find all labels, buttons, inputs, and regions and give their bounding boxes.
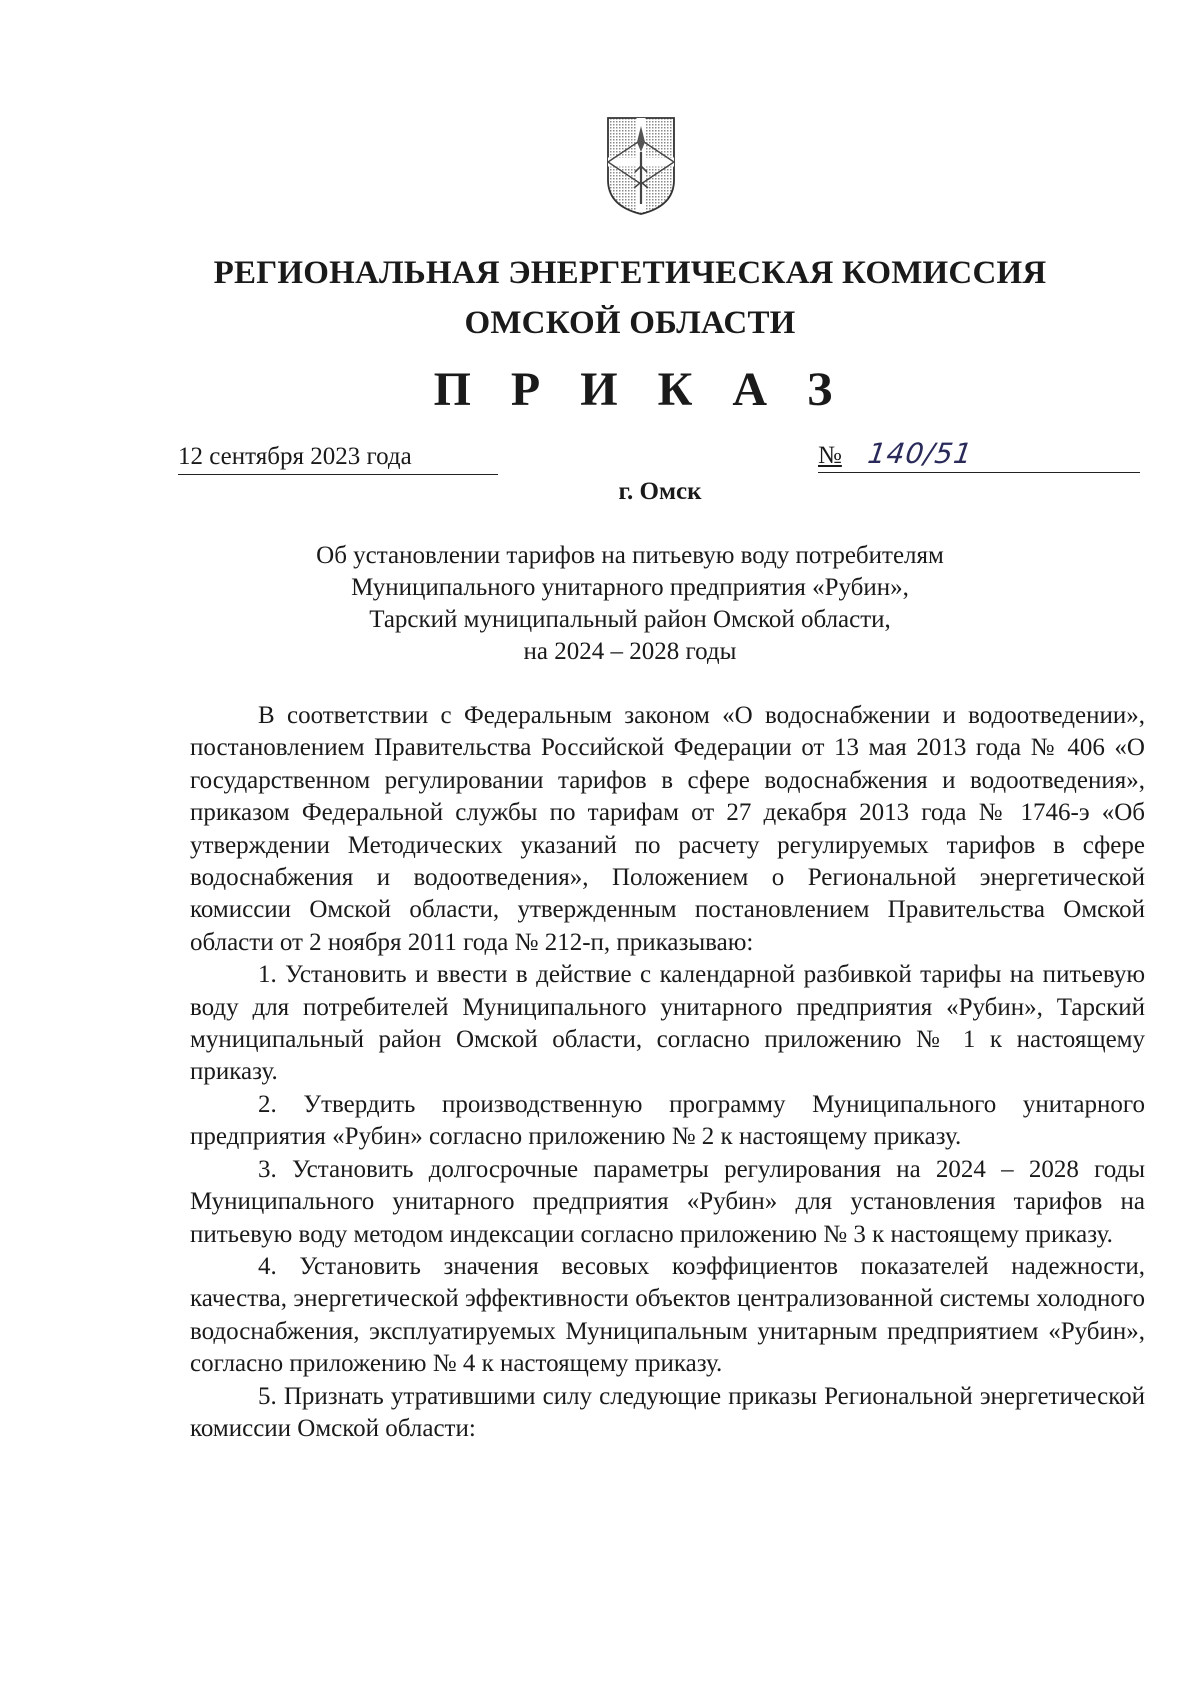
document-body [190,700,1145,1445]
document-city: г. Омск [618,478,702,505]
document-date: 12 сентября 2023 года [178,442,498,475]
order-item-2: 2. Утвердить производственную программу Муниципального унитарного предприятия «Рубин» согласно приложению № 2 к настоящему приказу. [190,1090,1145,1151]
subject-line3: Тарский муниципальный район Омской области, [369,606,891,633]
coat-of-arms-icon [604,112,678,216]
document-number [818,438,1140,473]
order-item-1: 1. Установить и ввести в действие с календарной разбивкой тарифы на питьевую воду для потребителей Муниципального унитарного предприятия «Рубин», Тарский муниципальный район Омской области, согласно приложению № 1 к настоящему приказу. [190,961,1145,1086]
document-type-heading: П Р И К А З [433,363,847,416]
preamble-paragraph: В соответствии с Федеральным законом «О водоснабжении и водоотведении», постановлением Правительства Российской Федерации от 13 мая 2013 года № 406 «О государственном регулировании тарифов в сфере водоснабжения и водоотведения», приказом Федеральной службы по тарифам от 27 декабря 2013 года № 1746-э «Об утверждении Методических указаний по расчету регулируемых тарифов в сфере водоснабжения и водоотведения», Положением о Региональной энергетической комиссии Омской области, утвержденным постановлением Правительства Омской области от 2 ноября 2011 года № 212-п, приказываю: [190,702,1145,956]
handwritten-number: 140/51 [865,437,975,470]
subject-line2: Муниципального унитарного предприятия «Рубин», [351,574,909,601]
order-item-5: 5. Признать утратившими силу следующие приказы Региональной энергетической комиссии Омской области: [190,1382,1145,1442]
order-item-3: 3. Установить долгосрочные параметры регулирования на 2024 – 2028 годы Муниципального унитарного предприятия «Рубин» для установления тарифов на питьевую воду методом индексации согласно приложению № 3 к настоящему приказу. [190,1155,1145,1248]
organization-title-line1: РЕГИОНАЛЬНАЯ ЭНЕРГЕТИЧЕСКАЯ КОМИССИЯ [213,255,1047,291]
document-subject [230,540,1030,668]
order-item-4: 4. Установить значения весовых коэффициентов показателей надежности, качества, энергетической эффективности объектов централизованной системы холодного водоснабжения, эксплуатируемых Муниципальным унитарным предприятием «Рубин», согласно приложению № 4 к настоящему приказу. [190,1252,1145,1378]
organization-title-line2: ОМСКОЙ ОБЛАСТИ [464,305,796,341]
number-sign: № [818,442,842,469]
subject-line1: Об установлении тарифов на питьевую воду потребителям [316,542,944,569]
organization-title [180,248,1080,348]
subject-line4: на 2024 – 2028 годы [523,638,737,665]
